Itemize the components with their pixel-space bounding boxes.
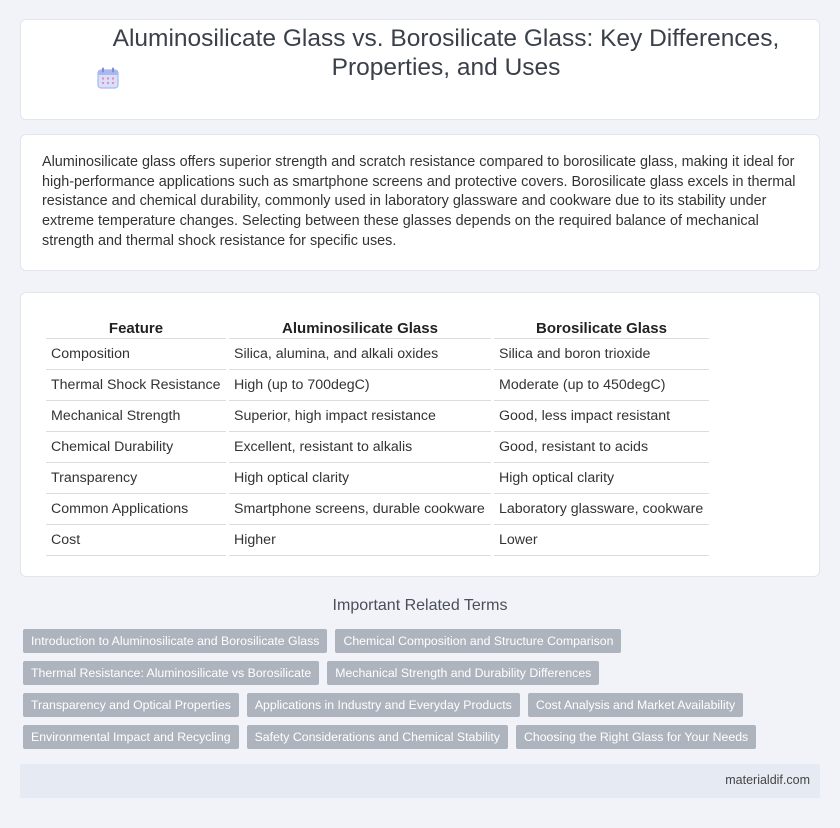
- cell-borosilicate: Moderate (up to 450degC): [494, 370, 709, 401]
- cell-feature: Thermal Shock Resistance: [46, 370, 226, 401]
- cell-feature: Cost: [46, 525, 226, 556]
- cell-aluminosilicate: Smartphone screens, durable cookware: [229, 494, 491, 525]
- header-borosilicate: Borosilicate Glass: [494, 315, 709, 339]
- cell-aluminosilicate: Higher: [229, 525, 491, 556]
- related-term-tag[interactable]: Thermal Resistance: Aluminosilicate vs Borosilicate: [23, 661, 319, 685]
- header-aluminosilicate: Aluminosilicate Glass: [229, 315, 491, 339]
- related-term-tag[interactable]: Cost Analysis and Market Availability: [528, 693, 743, 717]
- cell-feature: Common Applications: [46, 494, 226, 525]
- table-row: [46, 401, 709, 432]
- related-terms-title: Important Related Terms: [332, 597, 508, 614]
- cell-aluminosilicate: High (up to 700degC): [229, 370, 491, 401]
- cell-aluminosilicate: Silica, alumina, and alkali oxides: [229, 339, 491, 370]
- footer-site-name: materialdif.com: [725, 773, 810, 787]
- cell-borosilicate: Silica and boron trioxide: [494, 339, 709, 370]
- cell-borosilicate: High optical clarity: [494, 463, 709, 494]
- cell-borosilicate: Good, resistant to acids: [494, 432, 709, 463]
- cell-feature: Composition: [46, 339, 226, 370]
- cell-borosilicate: Lower: [494, 525, 709, 556]
- footer: [20, 764, 820, 798]
- cell-aluminosilicate: Excellent, resistant to alkalis: [229, 432, 491, 463]
- cell-feature: Chemical Durability: [46, 432, 226, 463]
- related-terms-list: [23, 629, 813, 749]
- table-header-row: [46, 315, 709, 339]
- table-row: [46, 525, 709, 556]
- cell-borosilicate: Good, less impact resistant: [494, 401, 709, 432]
- comparison-table: [43, 315, 712, 556]
- related-term-tag[interactable]: Mechanical Strength and Durability Differences: [327, 661, 599, 685]
- related-term-tag[interactable]: Transparency and Optical Properties: [23, 693, 239, 717]
- cell-aluminosilicate: High optical clarity: [229, 463, 491, 494]
- related-term-tag[interactable]: Introduction to Aluminosilicate and Borosilicate Glass: [23, 629, 327, 653]
- intro-paragraph: Aluminosilicate glass offers superior strength and scratch resistance compared to borosilicate glass, making it ideal for high-performance applications such as smartphone screens and protective covers. Borosilicate glass excels in thermal resistance and chemical durability, commonly used in laboratory glassware and cookware due to its stability under extreme temperature changes. Selecting between these glasses depends on the required balance of mechanical strength and thermal shock resistance for specific uses.: [42, 154, 796, 249]
- intro-card: [20, 134, 820, 271]
- table-row: [46, 432, 709, 463]
- table-row: [46, 463, 709, 494]
- cell-borosilicate: Laboratory glassware, cookware: [494, 494, 709, 525]
- table-row: [46, 494, 709, 525]
- related-term-tag[interactable]: Choosing the Right Glass for Your Needs: [516, 725, 756, 749]
- related-term-tag[interactable]: Chemical Composition and Structure Comparison: [335, 629, 621, 653]
- title-wrap: [60, 24, 800, 82]
- related-term-tag[interactable]: Environmental Impact and Recycling: [23, 725, 239, 749]
- cell-aluminosilicate: Superior, high impact resistance: [229, 401, 491, 432]
- cell-feature: Mechanical Strength: [46, 401, 226, 432]
- page-title: Aluminosilicate Glass vs. Borosilicate Glass: Key Differences, Properties, and Uses: [112, 25, 780, 81]
- comparison-table-card: [20, 292, 820, 577]
- header-feature: Feature: [46, 315, 226, 339]
- table-row: [46, 339, 709, 370]
- cell-feature: Transparency: [46, 463, 226, 494]
- related-term-tag[interactable]: Applications in Industry and Everyday Products: [247, 693, 520, 717]
- related-term-tag[interactable]: Safety Considerations and Chemical Stability: [247, 725, 508, 749]
- table-row: [46, 370, 709, 401]
